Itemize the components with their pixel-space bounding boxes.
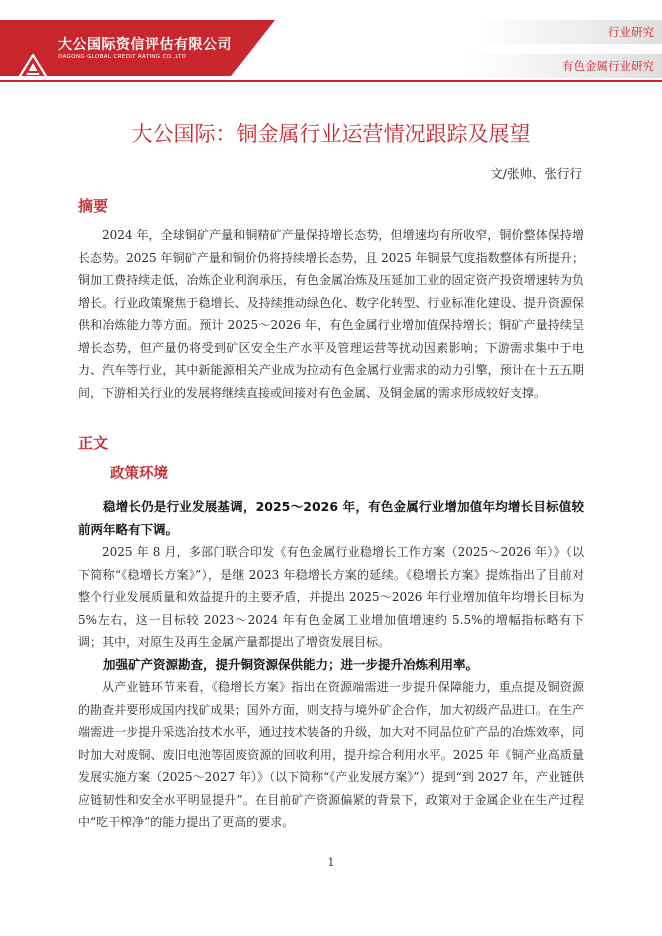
key-point-1: 稳增长仍是行业发展基调，2025～2026 年，有色金属行业增加值年均增长目标值较前两年略有下调。 [78,499,584,537]
category-tag-industry-research: 行业研究 [478,20,662,44]
page-header [0,0,662,80]
header-divider [0,80,662,82]
document-author: 文/张帅、张行行 [490,166,582,181]
page-number: 1 [327,856,335,869]
body-heading: 正文 [78,434,109,452]
policy-heading: 政策环境 [110,466,168,482]
document-title: 大公国际：铜金属行业运营情况跟踪及展望 [131,122,531,146]
abstract-text: 2024 年，全球铜矿产量和铜精矿产量保持增长态势，但增速均有所收窄，铜价整体保持增长态势。2025 年铜矿产量和铜价仍将持续增长态势，且 2025 年铜景气度指数整体有所提升；铜加工费持续走低，冶炼企业利润承压，有色金属冶炼及压延加工业的固定资产投资增速转为负增长。行业政策聚焦于稳增长、及持续推动绿色化、数字化转型、行业标准化建设、提升资源保供和冶炼能力等方面。预计 2025～2026 年，有色金属行业增加值保持增长；铜矿产量持续呈增长态势，但产量仍将受到矿区安全生产水平及管理运营等扰动因素影响；下游需求集中于电力、汽车等行业，其中新能源相关产业成为拉动有色金属行业需求的动力引擎，预计在十五五期间，下游相关行业的发展将继续直接或间接对有色金属、及铜金属的需求形成较好支撑。 [78,228,584,400]
paragraph-2: 从产业链环节来看，《稳增长方案》指出在资源端需进一步提升保障能力，重点提及铜资源的勘查并要形成国内找矿成果；国外方面，则支持与境外矿企合作，加大初级产品进口。在生产端需进一步提升采选冶技术水平，通过技术装备的升级，加大对不同品位矿产品的冶炼效率，同时加大对废铜、废旧电池等固废资源的回收利用，提升综合利用水平。2025 年《铜产业高质量发展实施方案（2025～2027 年）》（以下简称“《产业发展方案》”）提到“到 2027 年，产业链供应链韧性和安全水平明显提升”。在目前矿产资源偏紧的背景下，政策对于金属企业在生产过程中“吃干榨净”的能力提出了更高的要求。 [78,680,584,829]
key-point-2: 加强矿产资源勘查，提升铜资源保供能力；进一步提升冶炼利用率。 [103,657,479,672]
org-name-en: DAGONG GLOBAL CREDIT RATING CO.,LTD [58,54,187,60]
paragraph-1: 2025 年 8 月，多部门联合印发《有色金属行业稳增长工作方案（2025～2026 年）》（以下简称“《稳增长方案》”），是继 2023 年稳增长方案的延续。《稳增长方案》提炼指出了目前对整个行业发展质量和效益提升的主要矛盾，并提出 2025～2026 年行业增加值年均增长目标为 5%左右，这一目标较 2023～2024 年有色金属工业增加值增速约 5.5%的增幅指标略有下调；其中，对原生及再生金属产量都提出了增资发展目标。 [78,545,584,649]
dagong-logo-icon [16,54,50,82]
abstract-heading: 摘要 [78,197,109,215]
org-name-cn: 大公国际资信评估有限公司 [58,37,232,53]
category-tag-nonferrous-research: 有色金属行业研究 [462,54,662,78]
